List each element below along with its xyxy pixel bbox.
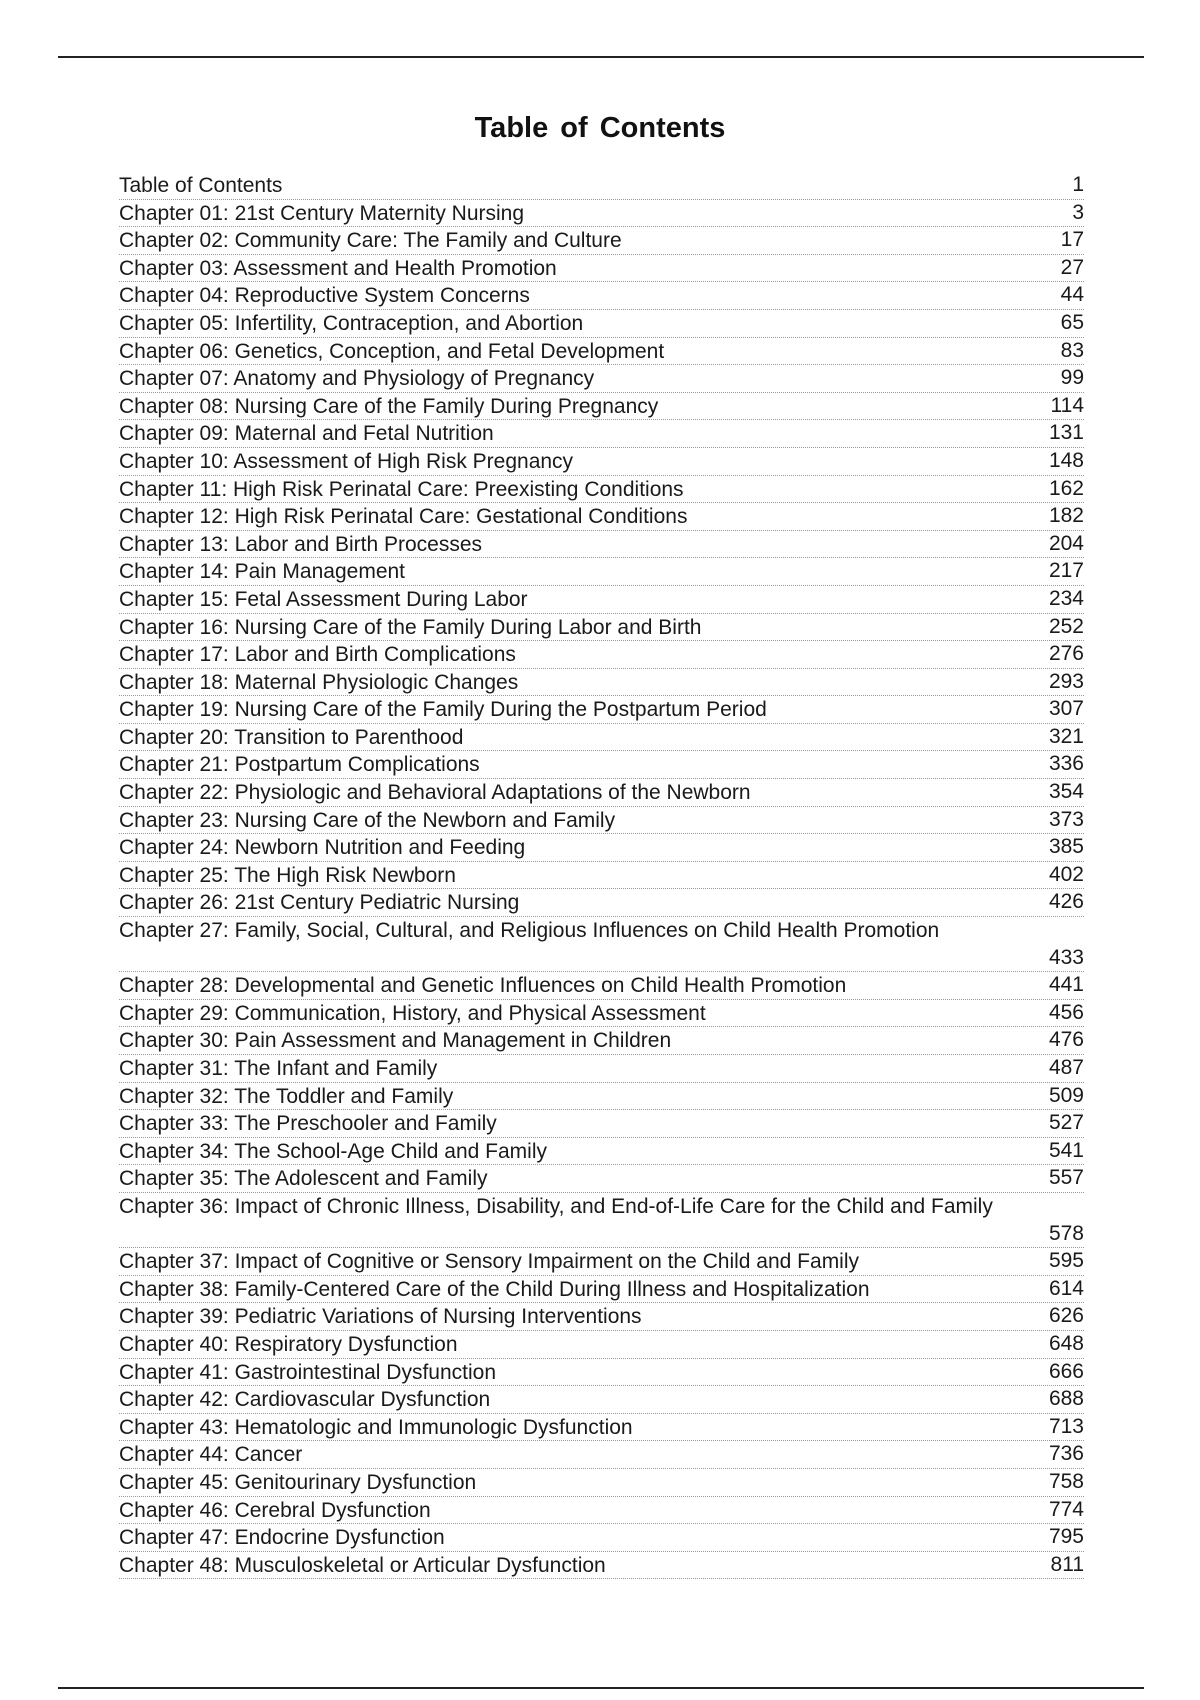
toc-entry[interactable] (119, 338, 1084, 366)
toc-entry[interactable] (119, 255, 1084, 283)
toc-entry[interactable] (119, 807, 1084, 835)
toc-entry[interactable] (119, 1110, 1084, 1138)
toc-entry[interactable] (119, 227, 1084, 255)
toc-entry-page-number: 114 (1050, 393, 1084, 417)
toc-entry[interactable] (119, 669, 1084, 697)
top-rule (58, 56, 1144, 58)
toc-entry-label: Chapter 03: Assessment and Health Promotion (119, 256, 557, 280)
toc-entry-label: Chapter 22: Physiologic and Behavioral Adaptations of the Newborn (119, 781, 751, 805)
toc-entry[interactable] (119, 1000, 1084, 1028)
toc-entry-page-number: 27 (1060, 255, 1084, 279)
toc-entry-page-number: 774 (1048, 1497, 1084, 1521)
toc-entry-label: Chapter 18: Maternal Physiologic Changes (119, 670, 519, 694)
toc-entry[interactable] (119, 751, 1084, 779)
toc-entry-page-number: 595 (1048, 1249, 1084, 1273)
toc-list (119, 172, 1084, 1579)
toc-entry[interactable] (119, 282, 1084, 310)
toc-entry-page-number: 148 (1048, 448, 1084, 472)
toc-entry-page-number: 666 (1048, 1359, 1084, 1383)
toc-entry-label: Chapter 26: 21st Century Pediatric Nursing (119, 891, 520, 915)
toc-entry-page-number: 509 (1048, 1083, 1084, 1107)
toc-entry-label: Chapter 43: Hematologic and Immunologic Dysfunction (119, 1415, 633, 1439)
toc-entry-label: Chapter 07: Anatomy and Physiology of Pregnancy (119, 367, 595, 391)
toc-entry-page-number: 182 (1048, 504, 1084, 528)
toc-entry-page-number: 44 (1060, 283, 1084, 307)
toc-entry-page-number: 713 (1048, 1414, 1084, 1438)
toc-entry-page-number: 441 (1048, 973, 1084, 997)
toc-entry-page-number: 252 (1048, 614, 1084, 638)
toc-entry-label: Chapter 32: The Toddler and Family (119, 1084, 454, 1108)
toc-entry-label: Chapter 48: Musculoskeletal or Articular Dysfunction (119, 1553, 606, 1577)
toc-entry-label: Chapter 25: The High Risk Newborn (119, 863, 456, 887)
toc-entry-page-number: 402 (1048, 862, 1084, 886)
bottom-rule (58, 1687, 1144, 1689)
toc-entry-label: Chapter 14: Pain Management (119, 560, 406, 584)
toc-entry-label: Chapter 34: The School-Age Child and Family (119, 1139, 548, 1163)
toc-entry-label: Chapter 21: Postpartum Complications (119, 753, 480, 777)
toc-entry[interactable] (119, 972, 1084, 1000)
toc-entry[interactable] (119, 503, 1084, 531)
toc-entry-page-number: 373 (1048, 807, 1084, 831)
toc-entry[interactable] (119, 310, 1084, 338)
toc-entry-label: Chapter 10: Assessment of High Risk Pregnancy (119, 449, 574, 473)
toc-entry[interactable] (119, 1027, 1084, 1055)
toc-entry-page-number: 578 (1048, 1221, 1084, 1245)
toc-entry-page-number: 541 (1048, 1138, 1084, 1162)
toc-entry[interactable] (119, 1469, 1084, 1497)
toc-entry-label: Chapter 45: Genitourinary Dysfunction (119, 1470, 477, 1494)
toc-entry-label: Chapter 09: Maternal and Fetal Nutrition (119, 422, 494, 446)
toc-entry-page-number: 354 (1048, 780, 1084, 804)
toc-entry-label: Chapter 44: Cancer (119, 1443, 303, 1467)
toc-entry-page-number: 385 (1048, 835, 1084, 859)
toc-entry-label: Chapter 12: High Risk Perinatal Care: Gestational Conditions (119, 505, 688, 529)
toc-entry[interactable] (119, 531, 1084, 559)
toc-entry[interactable] (119, 393, 1084, 421)
toc-entry[interactable] (119, 641, 1084, 669)
toc-entry[interactable] (119, 614, 1084, 642)
toc-entry-page-number: 557 (1048, 1166, 1084, 1190)
toc-entry-label: Chapter 40: Respiratory Dysfunction (119, 1332, 458, 1356)
toc-entry[interactable] (119, 172, 1084, 200)
toc-entry-page-number: 426 (1048, 890, 1084, 914)
toc-entry-page-number: 487 (1048, 1056, 1084, 1079)
toc-entry-page-number: 811 (1050, 1552, 1084, 1576)
toc-entry[interactable] (119, 1386, 1084, 1414)
toc-entry[interactable] (119, 558, 1084, 586)
toc-entry[interactable] (119, 1497, 1084, 1525)
toc-entry-page-number: 614 (1048, 1276, 1084, 1300)
toc-entry[interactable] (119, 476, 1084, 504)
toc-entry-label: Chapter 16: Nursing Care of the Family During Labor and Birth (119, 615, 702, 639)
toc-entry-label: Chapter 33: The Preschooler and Family (119, 1112, 497, 1136)
toc-entry-label: Chapter 06: Genetics, Conception, and Fetal Development (119, 339, 665, 363)
toc-entry[interactable] (119, 1331, 1084, 1359)
toc-entry-page-number: 795 (1048, 1525, 1084, 1549)
toc-entry-label: Chapter 11: High Risk Perinatal Care: Preexisting Conditions (119, 477, 684, 501)
toc-entry-page-number: 758 (1048, 1469, 1084, 1493)
toc-entry[interactable] (119, 1138, 1084, 1166)
toc-entry-page-number: 162 (1048, 476, 1084, 500)
toc-entry[interactable] (119, 1303, 1084, 1331)
toc-entry-page-number: 17 (1060, 228, 1084, 252)
toc-entry-label: Chapter 13: Labor and Birth Processes (119, 532, 483, 556)
toc-entry-label: Chapter 20: Transition to Parenthood (119, 725, 464, 749)
toc-entry-label: Chapter 35: The Adolescent and Family (119, 1167, 488, 1191)
toc-entry[interactable] (119, 1524, 1084, 1552)
toc-entry-label: Chapter 17: Labor and Birth Complications (119, 643, 516, 667)
toc-entry-page-number: 217 (1048, 559, 1084, 583)
toc-entry-label: Chapter 05: Infertility, Contraception, and Abortion (119, 311, 584, 335)
toc-entry[interactable] (119, 862, 1084, 890)
toc-entry[interactable] (119, 917, 1084, 972)
toc-entry-label: Chapter 15: Fetal Assessment During Labor (119, 587, 528, 611)
toc-entry-page-number: 321 (1048, 724, 1084, 748)
toc-entry-page-number: 336 (1048, 752, 1084, 776)
toc-entry-page-number: 527 (1048, 1111, 1084, 1135)
toc-entry-page-number: 476 (1048, 1028, 1084, 1052)
toc-entry-label: Table of Contents (119, 174, 283, 197)
toc-entry-label: Chapter 30: Pain Assessment and Management in Children (119, 1029, 672, 1053)
toc-entry-label: Chapter 01: 21st Century Maternity Nursing (119, 201, 525, 225)
toc-entry[interactable] (119, 779, 1084, 807)
toc-entry-label: Chapter 39: Pediatric Variations of Nursing Interventions (119, 1305, 642, 1329)
toc-entry-label: Chapter 23: Nursing Care of the Newborn and Family (119, 808, 616, 832)
toc-entry[interactable] (119, 1165, 1084, 1193)
toc-entry-label: Chapter 42: Cardiovascular Dysfunction (119, 1388, 491, 1412)
toc-entry-page-number: 433 (1048, 945, 1084, 969)
toc-entry-label: Chapter 19: Nursing Care of the Family During the Postpartum Period (119, 698, 767, 722)
toc-entry[interactable] (119, 1359, 1084, 1387)
toc-entry[interactable] (119, 1083, 1084, 1111)
toc-entry-page-number: 234 (1048, 586, 1084, 610)
toc-entry-label: Chapter 36: Impact of Chronic Illness, Disability, and End-of-Life Care for the Child and Family (119, 1194, 993, 1218)
toc-entry[interactable] (119, 586, 1084, 614)
toc-entry[interactable] (119, 1248, 1084, 1276)
toc-entry-page-number: 3 (1072, 200, 1084, 224)
toc-entry-label: Chapter 47: Endocrine Dysfunction (119, 1526, 445, 1550)
toc-entry-page-number: 293 (1048, 669, 1084, 693)
toc-entry[interactable] (119, 448, 1084, 476)
toc-entry[interactable] (119, 889, 1084, 917)
toc-entry[interactable] (119, 1441, 1084, 1469)
toc-entry-label: Chapter 41: Gastrointestinal Dysfunction (119, 1360, 497, 1384)
toc-entry[interactable] (119, 1276, 1084, 1304)
toc-entry-page-number: 276 (1048, 642, 1084, 666)
toc-entry-label: Chapter 27: Family, Social, Cultural, and Religious Influences on Child Health Promotion (119, 919, 940, 943)
toc-entry-page-number: 688 (1048, 1387, 1084, 1411)
page-title: Table of Contents (474, 112, 726, 144)
toc-entry-page-number: 131 (1048, 421, 1084, 445)
toc-entry-page-number: 99 (1060, 366, 1084, 390)
toc-entry-label: Chapter 28: Developmental and Genetic Influences on Child Health Promotion (119, 974, 847, 998)
toc-entry-label: Chapter 29: Communication, History, and Physical Assessment (119, 1001, 706, 1025)
toc-entry[interactable] (119, 696, 1084, 724)
toc-entry-page-number: 83 (1060, 338, 1084, 362)
toc-entry[interactable] (119, 724, 1084, 752)
toc-entry-page-number: 626 (1048, 1304, 1084, 1328)
toc-entry-label: Chapter 31: The Infant and Family (119, 1057, 438, 1080)
toc-entry-page-number: 648 (1048, 1331, 1084, 1355)
toc-entry-page-number: 65 (1060, 310, 1084, 334)
toc-entry-page-number: 736 (1048, 1442, 1084, 1466)
toc-entry-label: Chapter 37: Impact of Cognitive or Sensory Impairment on the Child and Family (119, 1250, 860, 1274)
toc-entry-label: Chapter 38: Family-Centered Care of the Child During Illness and Hospitalization (119, 1277, 870, 1301)
toc-entry-page-number: 456 (1048, 1000, 1084, 1024)
toc-entry[interactable] (119, 365, 1084, 393)
toc-entry-page-number: 1 (1072, 173, 1084, 196)
toc-entry[interactable] (119, 1552, 1084, 1580)
toc-entry-page-number: 204 (1048, 531, 1084, 555)
toc-entry[interactable] (119, 1193, 1084, 1248)
toc-entry[interactable] (119, 1055, 1084, 1083)
toc-entry-label: Chapter 04: Reproductive System Concerns (119, 284, 530, 308)
toc-entry-label: Chapter 24: Newborn Nutrition and Feeding (119, 836, 526, 860)
toc-entry[interactable] (119, 200, 1084, 228)
toc-entry-label: Chapter 46: Cerebral Dysfunction (119, 1498, 431, 1522)
toc-entry-label: Chapter 02: Community Care: The Family and Culture (119, 229, 622, 253)
toc-entry[interactable] (119, 420, 1084, 448)
toc-entry[interactable] (119, 834, 1084, 862)
toc-entry-page-number: 307 (1048, 697, 1084, 721)
toc-entry[interactable] (119, 1414, 1084, 1442)
toc-entry-label: Chapter 08: Nursing Care of the Family During Pregnancy (119, 394, 659, 418)
